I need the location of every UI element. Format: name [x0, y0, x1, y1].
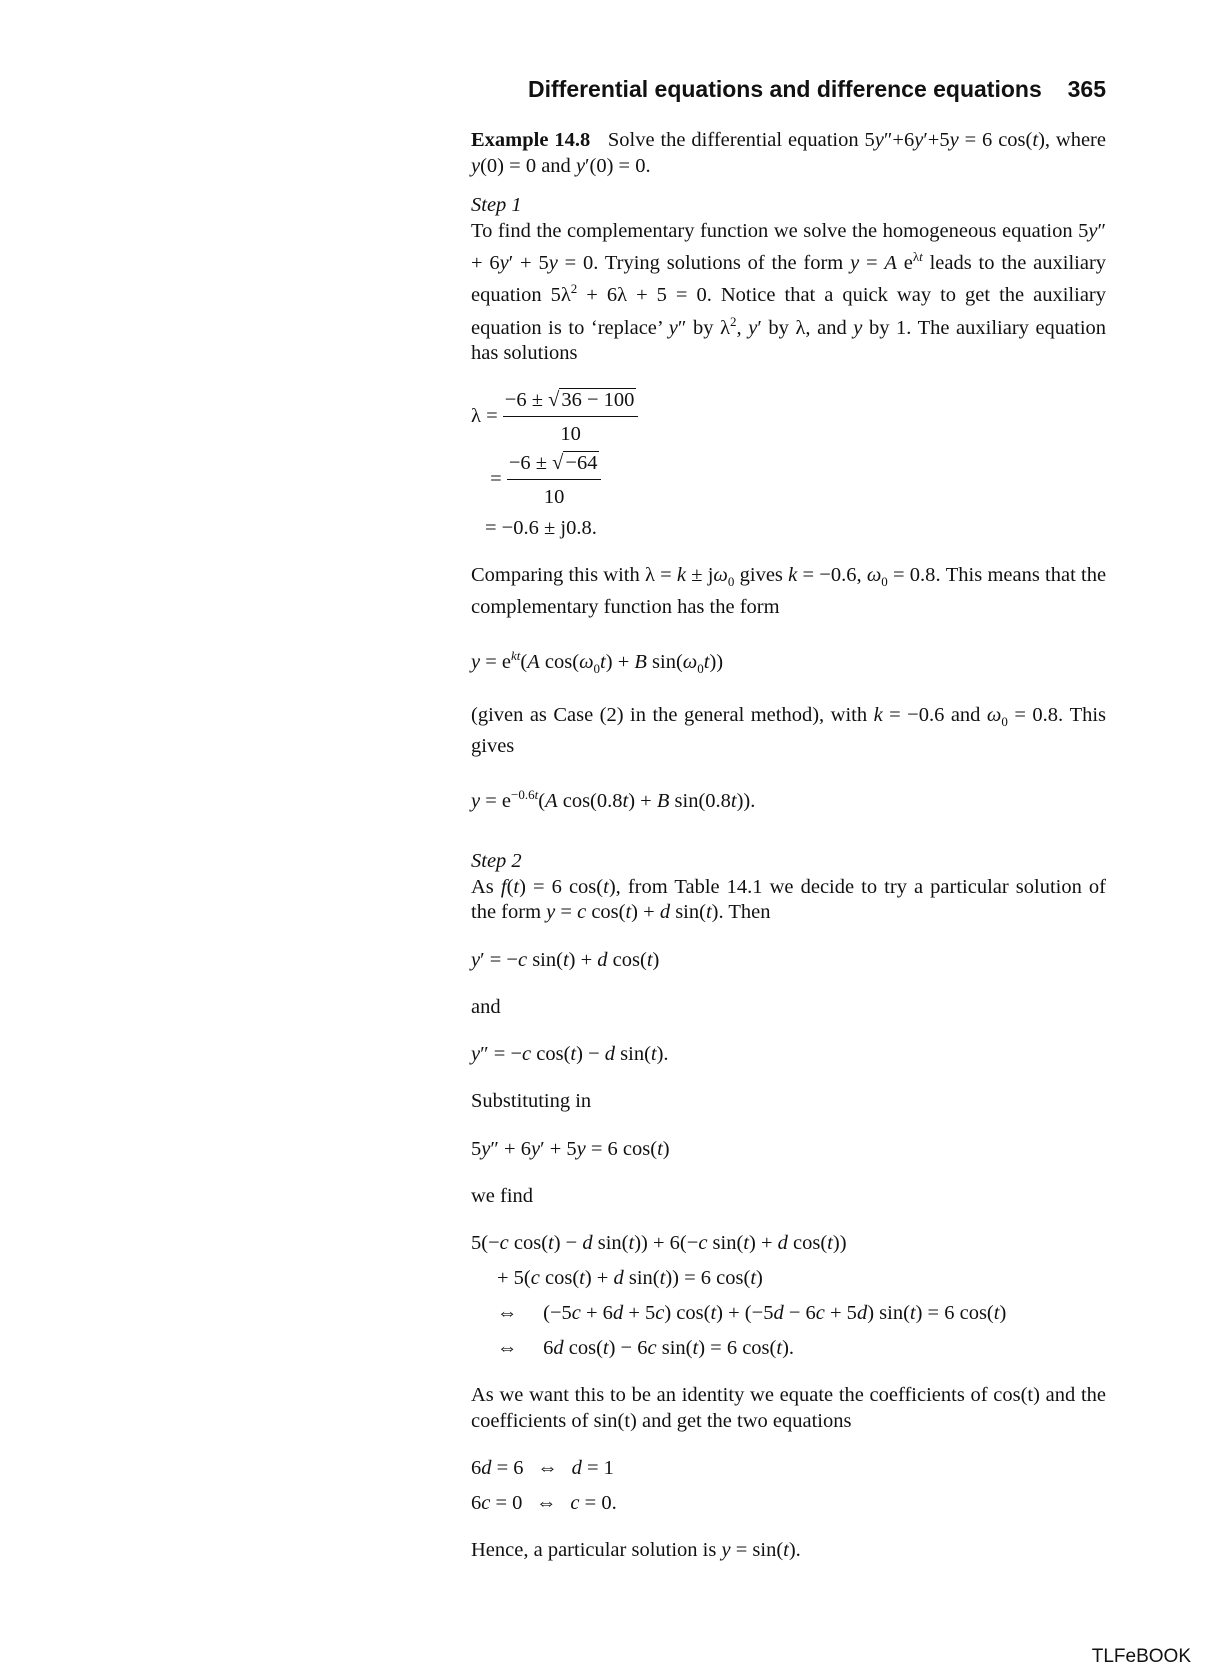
- page-body: [471, 128, 1106, 1564]
- step2-heading: Step 2: [471, 850, 522, 873]
- step2-paragraph: As f(t) = 6 cos(t), from Table 14.1 we decide to try a particular solution of the form y = c cos(t) + d sin(t). Then: [471, 875, 1106, 924]
- complementary-specific: $y = e^{-0.6t}(A$ cos(0.8t) + B sin(0.8t)).: [471, 786, 756, 812]
- we-find-label: we find: [471, 1184, 534, 1207]
- conclusion: Hence, a particular solution is y = sin(t).: [471, 1539, 801, 1562]
- substitution-line-4: ⇔ 6d cos(t) − 6c sin(t) = 6 cos(t).: [497, 1337, 795, 1360]
- lambda-result: = −0.6 ± j0.8.: [485, 517, 597, 540]
- and-label: and: [471, 995, 501, 1018]
- coeff-equation-1: 6d = 6 ⇔ d = 1: [471, 1457, 614, 1480]
- footer-watermark: TLFeBOOK: [1091, 1646, 1191, 1667]
- substitution-line-2: + 5(c cos(t) + d sin(t)) = 6 cos(t): [497, 1267, 763, 1290]
- lambda-equation-2: = $\frac{-6 \pm √-64}{10}$: [471, 451, 1106, 510]
- case-paragraph: (given as Case (2) in the general method), with k = −0.6 and $\omega_0 = 0.8$. This gives: [471, 703, 1107, 758]
- ode-equation: 5y″ + 6y′ + 5y = 6 cos(t): [471, 1137, 670, 1160]
- substitution-line-3: ⇔ (−5c + 6d + 5c) cos(t) + (−5d − 6c + 5d) sin(t) = 6 cos(t): [497, 1302, 1007, 1325]
- substituting-label: Substituting in: [471, 1090, 592, 1113]
- second-derivative: y″ = −c cos(t) − d sin(t).: [471, 1043, 669, 1066]
- running-header-title: Differential equations and difference equations: [528, 76, 1042, 102]
- step1-paragraph: To find the complementary function we solve the homogeneous equation 5y″ + 6y′ + 5y = 0. Trying solutions of the form y = A $e^{\lambda t}$ leads to the auxiliary equation $5\lambda^2 + 6\lambda + 5 = 0$. Notice that a quick way to get the auxiliary equation is to ‘replace’ y″ by $\lambda^2$, y′ by λ, and y by 1. The auxiliary equation has solutions: [471, 219, 1107, 364]
- first-derivative: y′ = −c sin(t) + d cos(t): [471, 948, 660, 971]
- step1-heading: Step 1: [471, 194, 522, 216]
- coeff-equation-2: 6c = 0 ⇔ c = 0.: [471, 1492, 617, 1515]
- lambda-equation-1: λ = $\frac{-6 \pm √36 - 100}{10}$: [471, 388, 1106, 447]
- example-statement: Example 14.8 Solve the differential equation 5y″+6y′+5y = 6 cos(t), where y(0) = 0 and y′(0) = 0.: [471, 129, 1106, 177]
- substitution-line-1: 5(−c cos(t) − d sin(t)) + 6(−c sin(t) + d cos(t)): [471, 1232, 847, 1255]
- running-header: [528, 76, 1106, 103]
- page-number: 365: [1067, 76, 1106, 102]
- example-label: Example 14.8: [471, 129, 591, 151]
- identity-paragraph: As we want this to be an identity we equate the coefficients of cos(t) and the coefficients of sin(t) and get the two equations: [471, 1384, 1106, 1432]
- complementary-general: $y = e^{kt}(A$ $\cos(\omega_0t) + B$ $\sin(\omega_0t)$): [471, 647, 724, 676]
- comparing-paragraph: Comparing this with $\lambda = k \pm j\omega_0$ gives k = −0.6, $\omega_0 = 0.8$. This means that the complementary function has the form: [471, 564, 1107, 619]
